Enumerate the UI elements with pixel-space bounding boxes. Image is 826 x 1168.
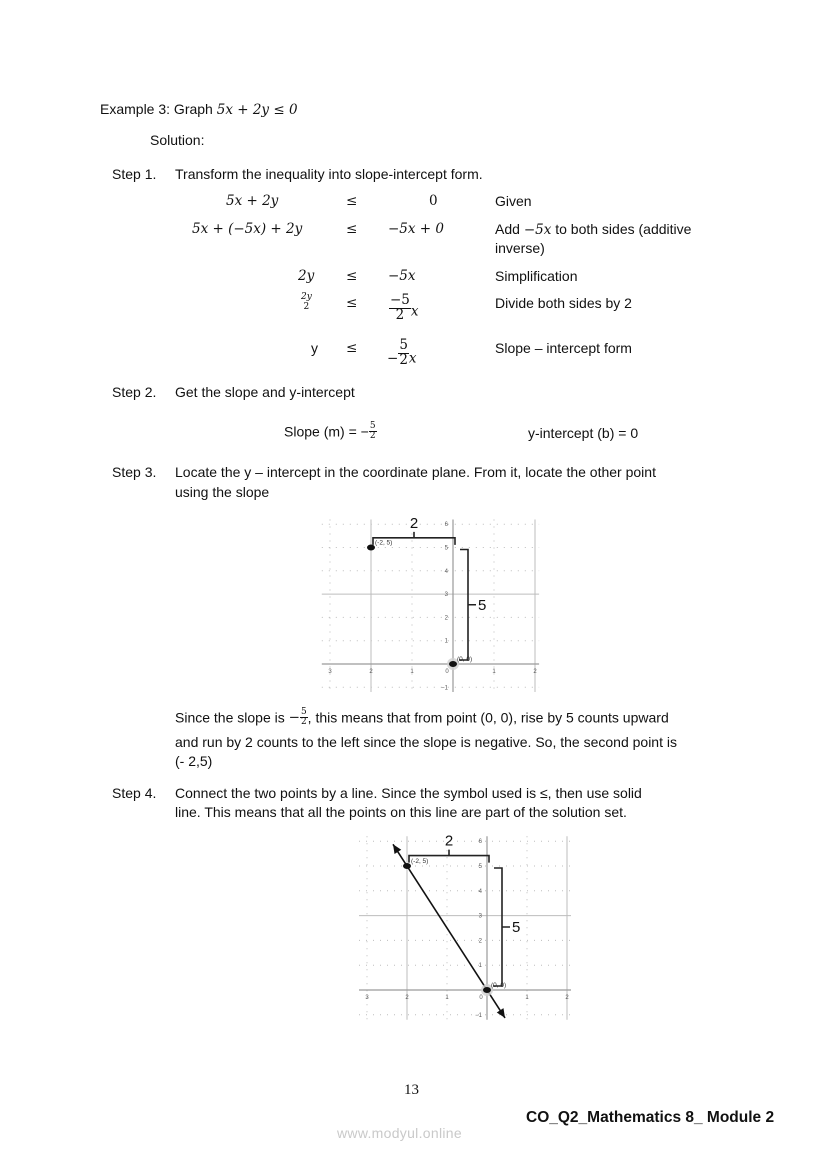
row0-lhs: 5x + 2y	[226, 193, 279, 209]
slope-num: 5	[369, 421, 376, 431]
y-tick-label: 1	[478, 963, 482, 970]
y-tick-label: 2	[444, 615, 448, 622]
row4-rhs-var: x	[408, 350, 417, 367]
y-tick-label: 6	[478, 839, 482, 846]
row2-rel: ≤	[346, 268, 358, 284]
y-tick-label: −1	[475, 1012, 482, 1019]
y-tick-label: 6	[444, 522, 448, 529]
page-number: 13	[404, 1082, 419, 1098]
row3-rhs-den: 2	[389, 308, 411, 323]
x-tick-label: 3	[328, 669, 332, 675]
row1-rhs: −5x + 0	[388, 221, 444, 237]
x-tick-label: 2	[565, 995, 569, 1001]
x-tick-label: 1	[525, 995, 529, 1001]
watermark: www.modyul.online	[337, 1125, 462, 1141]
row4-rhs-sign: −	[387, 350, 399, 367]
example-heading	[100, 101, 298, 118]
explain-b: , this means that from point (0, 0), rise by 5 counts upward	[307, 709, 669, 726]
explain-sign: −	[288, 709, 300, 726]
example-label: Example 3: Graph	[100, 101, 213, 117]
row0-rel: ≤	[346, 193, 358, 209]
y-tick-label: 5	[444, 545, 448, 552]
step4-text-line2: line. This means that all the points on this line are part of the solution set.	[175, 804, 627, 820]
row4-reason: Slope – intercept form	[495, 340, 632, 356]
row4-rhs-num: 5	[399, 337, 408, 353]
row4-rhs	[387, 339, 417, 367]
row3-rhs-num: −5	[390, 292, 410, 308]
y-tick-label: 3	[478, 913, 482, 920]
x-tick-label: 1	[492, 669, 496, 675]
arrowhead-end	[497, 1008, 505, 1018]
y-intercept-value: y-intercept (b) = 0	[528, 425, 639, 441]
run-label: 2	[409, 514, 419, 532]
point-label: (0, 0)	[491, 982, 507, 989]
step3-text-line1: Locate the y – intercept in the coordinate plane. From it, locate the other point	[175, 464, 656, 480]
explain-den: 2	[300, 717, 307, 727]
row1-rel: ≤	[346, 221, 358, 237]
row4-rel: ≤	[346, 340, 358, 356]
row2-lhs: 2y	[298, 268, 315, 284]
y-tick-label: 3	[444, 592, 448, 599]
y-tick-label: 1	[444, 638, 448, 645]
row0-rhs: 0	[429, 193, 438, 209]
step2-text: Get the slope and y-intercept	[175, 384, 355, 400]
row2-reason: Simplification	[495, 268, 578, 284]
slope-value	[284, 422, 377, 441]
row3-reason: Divide both sides by 2	[495, 295, 632, 311]
rise-brace	[493, 868, 510, 986]
row4-rhs-den: 2	[399, 351, 408, 368]
step1-label: Step 1.	[112, 166, 157, 182]
step4-text-line1: Connect the two points by a line. Since the symbol used is ≤, then use solid	[175, 785, 642, 801]
run-label: 2	[444, 832, 454, 850]
row4-lhs: y	[311, 340, 318, 356]
step3-explanation-line3: (- 2,5)	[175, 753, 213, 769]
y-tick-label: −1	[441, 685, 448, 692]
module-footer: CO_Q2_Mathematics 8_ Module 2	[526, 1109, 775, 1126]
rise-label: 5	[478, 596, 487, 614]
point-label: (0, 0)	[457, 656, 473, 663]
step3-explanation-line1	[175, 708, 669, 727]
grid	[322, 520, 539, 692]
x-tick-label: 2	[405, 995, 409, 1001]
x-tick-label: 1	[445, 995, 449, 1001]
row1-reason-b: to both sides (additive	[555, 221, 692, 237]
rise-brace	[459, 550, 476, 661]
data-point	[367, 545, 375, 551]
row3-rhs-var: x	[410, 303, 419, 320]
solution-label: Solution:	[150, 132, 205, 148]
row1-reason-math: −5x	[523, 222, 552, 238]
x-tick-label: 0	[445, 669, 449, 675]
explain-a: Since the slope is	[175, 709, 285, 726]
graph-solution-line	[335, 820, 580, 1025]
x-tick-label: 1	[410, 669, 414, 675]
x-tick-label: 3	[365, 995, 369, 1001]
point-label: (-2, 5)	[375, 539, 393, 547]
row3-lhs-num: 2y	[301, 292, 312, 302]
data-point	[483, 987, 491, 993]
x-tick-label: 0	[479, 995, 483, 1001]
row3-rhs	[389, 294, 419, 322]
graph-slope-points	[300, 500, 560, 700]
example-inequality: 5x + 2y ≤ 0	[216, 102, 298, 118]
slope-label: Slope (m) = −	[284, 423, 369, 440]
x-tick-label: 2	[533, 669, 537, 675]
x-tick-label: 2	[369, 669, 373, 675]
data-point	[403, 863, 411, 869]
point-label: (-2, 5)	[411, 858, 429, 865]
row3-rel: ≤	[346, 295, 358, 311]
row1-reason	[495, 221, 691, 238]
grid	[359, 836, 571, 1020]
row2-rhs: −5x	[388, 268, 416, 284]
step4-label: Step 4.	[112, 785, 157, 801]
arrowhead-start	[393, 844, 401, 854]
y-tick-label: 4	[444, 568, 448, 575]
row3-lhs	[300, 293, 313, 312]
row1-reason-c: inverse)	[495, 240, 545, 256]
data-point	[449, 661, 457, 667]
row3-lhs-den: 2	[303, 302, 310, 312]
slope-den: 2	[369, 431, 376, 441]
rise-label: 5	[512, 919, 521, 936]
y-tick-label: 2	[478, 938, 482, 945]
row1-lhs: 5x + (−5x) + 2y	[192, 221, 303, 237]
row0-reason: Given	[495, 193, 532, 209]
explain-num: 5	[300, 707, 307, 717]
step2-label: Step 2.	[112, 384, 157, 400]
y-tick-label: 4	[478, 888, 482, 895]
step3-text-line2: using the slope	[175, 484, 270, 500]
step1-text: Transform the inequality into slope-intercept form.	[175, 166, 483, 182]
row1-reason-a: Add	[495, 221, 520, 237]
y-tick-label: 5	[478, 864, 482, 870]
step3-explanation-line2: and run by 2 counts to the left since the slope is negative. So, the second point is	[175, 734, 677, 750]
step3-label: Step 3.	[112, 464, 157, 480]
